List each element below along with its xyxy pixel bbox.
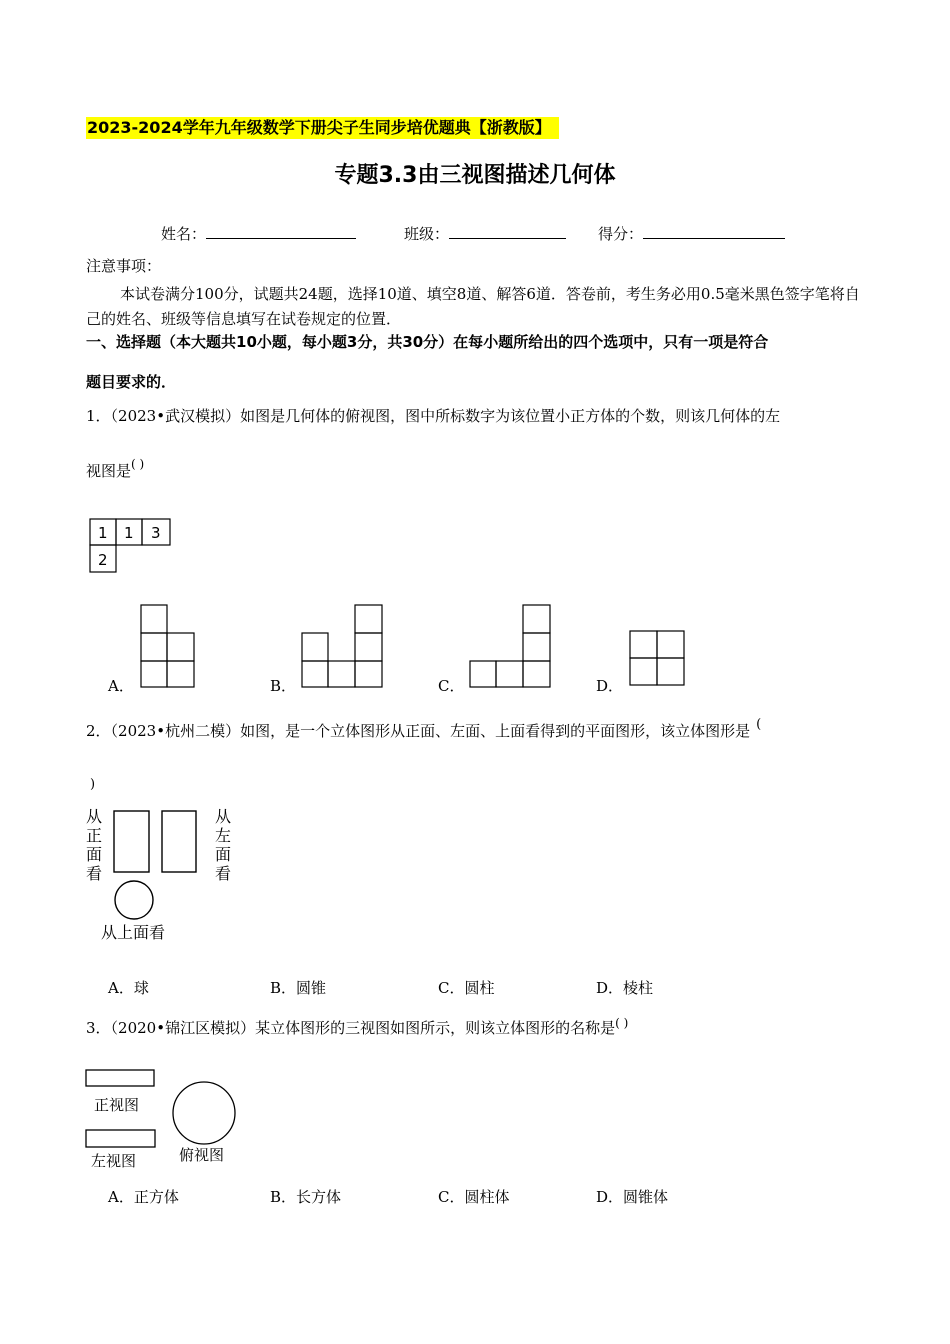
name-blank[interactable] bbox=[206, 222, 356, 239]
q2-front-label-char: 看 bbox=[86, 864, 103, 883]
q1-grid-digit: 1 bbox=[98, 524, 108, 542]
q2-option-text: 圆锥 bbox=[296, 979, 327, 997]
q2-three-views-figure bbox=[84, 805, 244, 945]
q2-option-c[interactable] bbox=[438, 977, 495, 999]
q2-left-label-char: 看 bbox=[215, 864, 232, 883]
q3-option-letter: C． bbox=[438, 1188, 465, 1206]
q2-left-label-char: 从 bbox=[215, 807, 232, 826]
q2-option-text: 圆柱 bbox=[464, 979, 495, 997]
q2-top-label: 从上面看 bbox=[101, 923, 166, 942]
q3-number: 3． bbox=[86, 1019, 111, 1037]
q3-left-view-rect bbox=[86, 1130, 155, 1147]
q2-option-letter: C． bbox=[438, 979, 465, 997]
section1-heading-line2: 题目要求的． bbox=[86, 373, 177, 391]
series-title: 2023-2024学年九年级数学下册尖子生同步培优题典【浙教版】 bbox=[86, 117, 559, 139]
q3-three-views-figure bbox=[82, 1066, 252, 1171]
q1-stem-line1 bbox=[86, 405, 780, 427]
q3-option-text: 圆柱体 bbox=[464, 1188, 510, 1206]
q2-text: 如图，是一个立体图形从正面、左面、上面看得到的平面图形，该立体图形是 bbox=[240, 722, 751, 740]
q3-option-d[interactable] bbox=[596, 1186, 668, 1208]
q3-top-label: 俯视图 bbox=[179, 1146, 225, 1164]
score-label: 得分： bbox=[598, 225, 644, 243]
q1-stem-line2 bbox=[86, 457, 145, 483]
q2-front-view-rect bbox=[114, 811, 149, 872]
q1-option-c-figure[interactable] bbox=[467, 602, 555, 690]
notes-body: 本试卷满分100分，试题共24题，选择10道、填空8道、解答6道．答卷前，考生务必用0.5毫米黑色签字笔将自己的姓名、班级等信息填写在试卷规定的位置． bbox=[86, 285, 860, 328]
q3-option-a[interactable] bbox=[108, 1186, 179, 1208]
name-label: 姓名： bbox=[161, 225, 207, 243]
q1-grid-digit: 3 bbox=[151, 524, 161, 542]
q3-option-letter: D． bbox=[596, 1188, 624, 1206]
q2-option-letter: B． bbox=[270, 979, 297, 997]
q1-text-line1: 如图是几何体的俯视图，图中所标数字为该位置小正方体的个数，则该几何体的左 bbox=[240, 407, 781, 425]
q2-answer-paren-open: ( bbox=[756, 717, 762, 732]
class-blank[interactable] bbox=[449, 222, 566, 239]
q3-answer-paren: ( ) bbox=[615, 1016, 629, 1030]
notes-heading: 注意事项： bbox=[86, 257, 162, 275]
q2-front-label-char: 从 bbox=[86, 807, 103, 826]
q2-left-view-rect bbox=[162, 811, 196, 872]
q3-text: 某立体图形的三视图如图所示，则该立体图形的名称是 bbox=[255, 1019, 616, 1037]
q1-top-view-grid bbox=[86, 515, 176, 575]
q1-option-c-label[interactable]: C． bbox=[438, 677, 465, 695]
q1-option-a-figure[interactable] bbox=[138, 602, 198, 690]
q2-option-d[interactable] bbox=[596, 977, 653, 999]
q2-option-text: 球 bbox=[133, 979, 149, 997]
q3-top-view-circle bbox=[173, 1082, 235, 1144]
q1-grid-digit: 1 bbox=[124, 524, 134, 542]
q3-source: （2020•锦江区模拟） bbox=[110, 1019, 256, 1037]
score-blank[interactable] bbox=[643, 222, 785, 239]
q3-stem bbox=[86, 1017, 628, 1040]
q2-option-text: 棱柱 bbox=[623, 979, 654, 997]
q2-answer-paren-close: ) bbox=[90, 777, 96, 792]
page-title: 专题3.3由三视图描述几何体 bbox=[334, 163, 616, 188]
q2-front-label-char: 面 bbox=[86, 845, 103, 864]
q2-left-label-char: 左 bbox=[215, 826, 232, 845]
q3-front-view-rect bbox=[86, 1070, 154, 1086]
q1-source: （2023•武汉模拟） bbox=[110, 407, 241, 425]
q3-option-b[interactable] bbox=[270, 1186, 341, 1208]
q1-option-a-label[interactable]: A． bbox=[108, 677, 134, 695]
q3-option-text: 长方体 bbox=[296, 1188, 342, 1206]
q2-option-letter: A． bbox=[108, 979, 134, 997]
q3-option-letter: A． bbox=[108, 1188, 134, 1206]
section1-heading-line1: 一、选择题（本大题共10小题，每小题3分，共30分）在每小题所给出的四个选项中，只有一项是符合 bbox=[86, 333, 769, 351]
class-label: 班级： bbox=[404, 225, 450, 243]
score-field[interactable] bbox=[598, 222, 785, 245]
q2-option-letter: D． bbox=[596, 979, 624, 997]
q2-front-label-char: 正 bbox=[86, 826, 103, 845]
q2-top-view-circle bbox=[115, 881, 153, 919]
q1-text-line2: 视图是 bbox=[86, 462, 132, 480]
q3-front-label: 正视图 bbox=[94, 1096, 140, 1114]
q2-left-label-char: 面 bbox=[215, 845, 232, 864]
q3-option-c[interactable] bbox=[438, 1186, 510, 1208]
q2-option-a[interactable] bbox=[108, 977, 149, 999]
q3-option-text: 正方体 bbox=[133, 1188, 179, 1206]
q1-number: 1． bbox=[86, 407, 111, 425]
q2-option-b[interactable] bbox=[270, 977, 326, 999]
q1-option-d-label[interactable]: D． bbox=[596, 677, 624, 695]
q1-option-d-figure[interactable] bbox=[627, 628, 689, 690]
q2-number: 2． bbox=[86, 722, 111, 740]
q3-left-label: 左视图 bbox=[91, 1152, 137, 1170]
q3-option-text: 圆锥体 bbox=[623, 1188, 669, 1206]
class-field[interactable] bbox=[404, 222, 566, 245]
name-field[interactable] bbox=[161, 222, 356, 245]
q1-answer-paren: ( ) bbox=[131, 457, 145, 471]
q2-source: （2023•杭州二模） bbox=[110, 722, 241, 740]
q1-option-b-figure[interactable] bbox=[299, 602, 387, 690]
q1-option-b-label[interactable]: B． bbox=[270, 677, 297, 695]
q1-grid-digit: 2 bbox=[98, 551, 108, 569]
q3-option-letter: B． bbox=[270, 1188, 297, 1206]
q2-stem bbox=[86, 717, 762, 744]
